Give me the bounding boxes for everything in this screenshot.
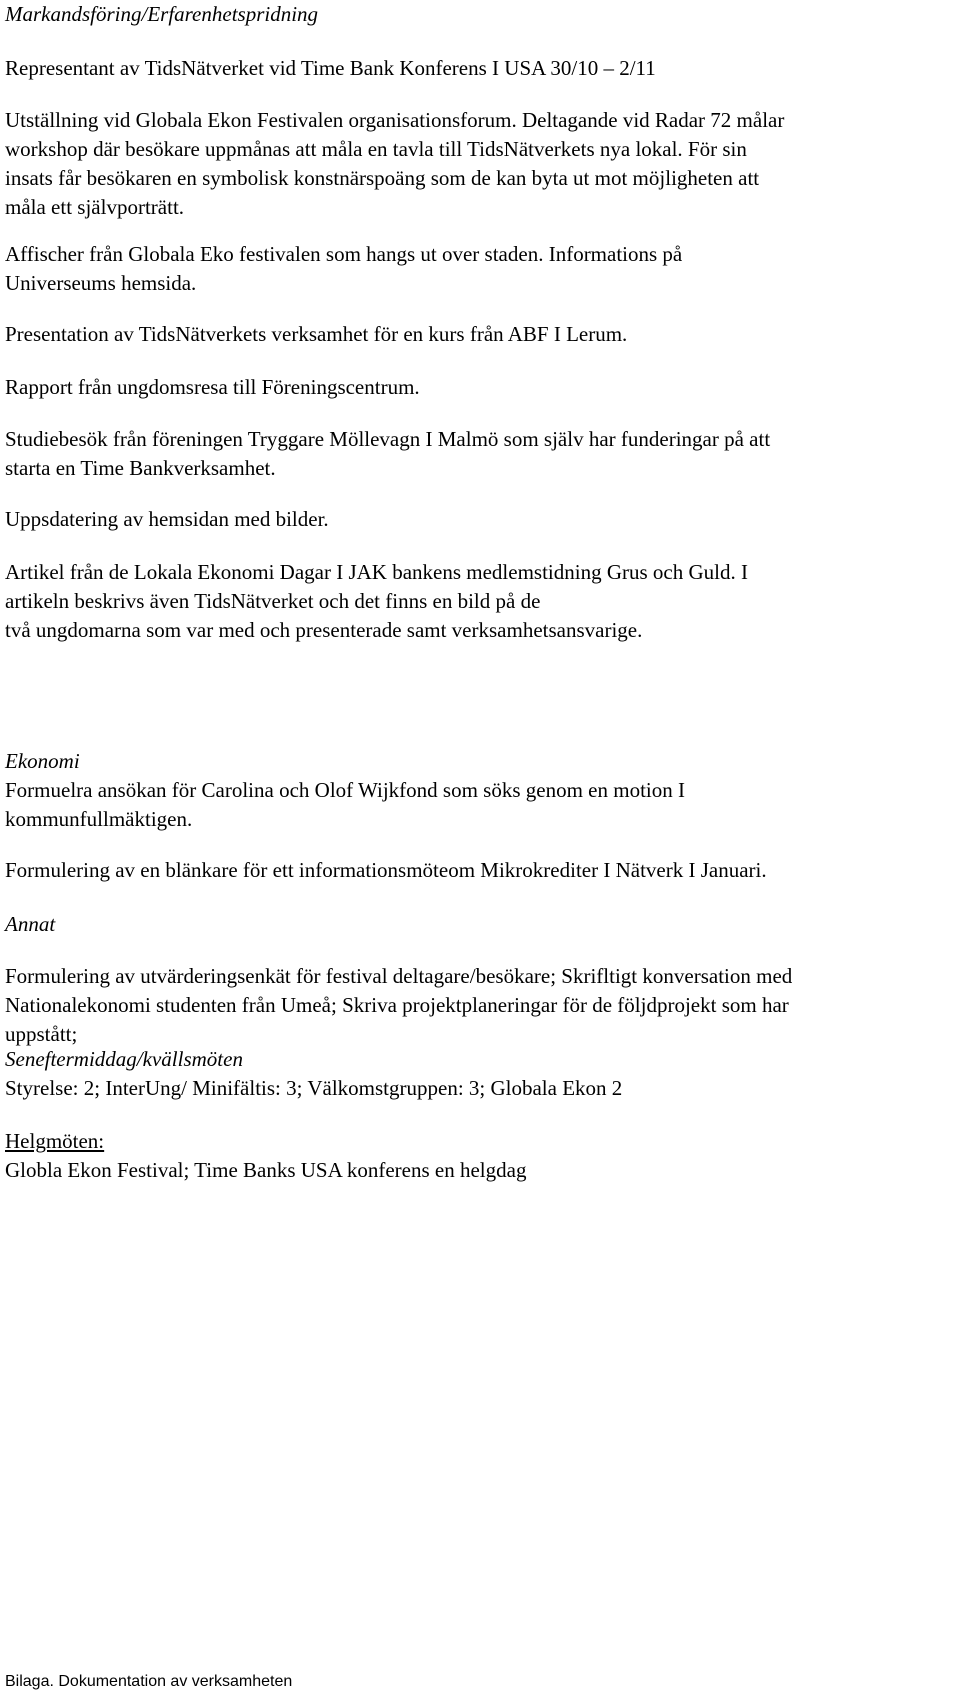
paragraph-line: artikeln beskrivs även TidsNätverket och det finns en bild på de [5,589,541,613]
paragraph-ekonomi-blankare: Formulering av en blänkare för ett informationsmöteom Mikrokrediter I Nätverk I Januari. [5,858,767,882]
paragraph-uppsdatering [5,505,329,534]
paragraph-line: insats får besökaren en symbolisk konstnärspoäng som de kan byta ut mot möjligheten att [5,166,760,190]
paragraph-line: workshop där besökare uppmånas att måla en tavla till TidsNätverkets nya lokal. För sin [5,137,747,161]
paragraph-presentation [5,320,627,349]
section-heading-marknadsforing: Markandsföring/Erfarenhetspridning [5,2,319,26]
paragraph-line: två ungdomarna som var med och presenterade samt verksamhetsansvarige. [5,618,643,642]
page-footer: Bilaga. Dokumentation av verksamheten [5,1673,293,1690]
paragraph-line: Formuelra ansökan för Carolina och Olof Wijkfond som söks genom en motion I [5,778,685,802]
paragraph-rapport [5,373,420,402]
paragraph-affischer [5,240,682,298]
paragraph-annat [5,962,792,1049]
paragraph-line: Uppsdatering av hemsidan med bilder. [5,507,329,531]
paragraph-ekonomi-ansokan [5,776,685,834]
paragraph-line: Rapport från ungdomsresa till Föreningscentrum. [5,375,420,399]
paragraph-line: Representant av TidsNätverket vid Time Bank Konferens I USA 30/10 – 2/11 [5,56,656,80]
section-heading-helgmoten: Helgmöten: [5,1129,105,1153]
section-heading-seneftermiddag: Seneftermiddag/kvällsmöten [5,1047,243,1071]
paragraph-line: Affischer från Globala Eko festivalen som hangs ut over staden. Informations på [5,242,683,266]
paragraph-line: måla ett självporträtt. [5,195,185,219]
section-heading-ekonomi: Ekonomi [5,749,80,773]
paragraph-line: Artikel från de Lokala Ekonomi Dagar I JAK bankens medlemstidning Grus och Guld. I [5,560,748,584]
paragraph-utstallning [5,106,784,222]
paragraph-seneftermiddag: Styrelse: 2; InterUng/ Minifältis: 3; Välkomstgruppen: 3; Globala Ekon 2 [5,1076,623,1100]
paragraph-line: Formulering av utvärderingsenkät för festival deltagare/besökare; Skrifltigt konversation med [5,964,793,988]
paragraph-representant [5,54,656,83]
paragraph-line: Universeums hemsida. [5,271,197,295]
paragraph-line: Nationalekonomi studenten från Umeå; Skriva projektplaneringar för de följdprojekt som har [5,993,789,1017]
paragraph-line: Utställning vid Globala Ekon Festivalen organisationsforum. Deltagande vid Radar 72 målar [5,108,785,132]
paragraph-line: kommunfullmäktigen. [5,807,193,831]
paragraph-studiebesok [5,425,770,483]
paragraph-helgmoten: Globla Ekon Festival; Time Banks USA konferens en helgdag [5,1158,527,1182]
paragraph-line: Presentation av TidsNätverkets verksamhet för en kurs från ABF I Lerum. [5,322,628,346]
paragraph-line: starta en Time Bankverksamhet. [5,456,276,480]
paragraph-line: uppstått; [5,1022,78,1046]
paragraph-line: Studiebesök från föreningen Tryggare Möllevagn I Malmö som själv har funderingar på att [5,427,771,451]
paragraph-artikel [5,558,748,645]
section-heading-annat: Annat [5,912,56,936]
